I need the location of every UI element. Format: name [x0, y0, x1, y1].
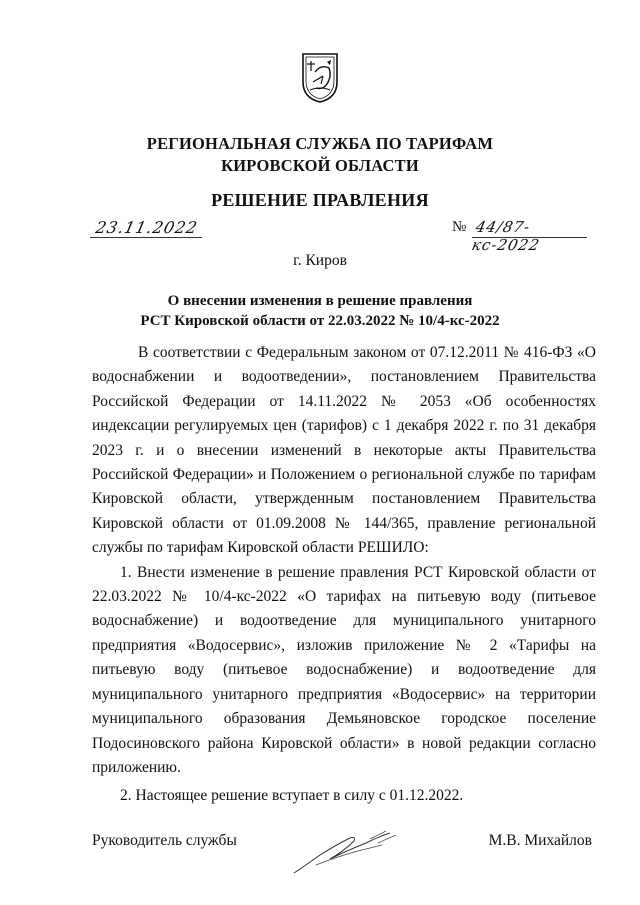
date-underline	[90, 237, 202, 238]
number-sign: №	[452, 219, 467, 235]
decision-date-value: 23.11.2022	[93, 218, 200, 237]
subject-line2: РСТ Кировской области от 22.03.2022 № 10/4-кс-2022	[140, 313, 500, 329]
signatory-name: М.В. Михайлов	[488, 832, 592, 849]
decision-number-value: 44/87-кс-2022	[470, 218, 542, 254]
document-title: РЕШЕНИЕ ПРАВЛЕНИЯ	[211, 190, 429, 210]
number-underline	[472, 237, 587, 238]
decision-item-1: 1. Внести изменение в решение правления РСТ Кировской области от 22.03.2022 № 10/4-кс-2022 «О тарифах на питьевую воду (питьевое водоснабжение) и водоотведение для муниципального унитарного предприятия «Водосервис», изложив приложение № 2 «Тарифы на питьевую воду (питьевое водоснабжение) и водоотведение для муниципального унитарного предприятия «Водосервис» на территории муниципального образования Демьяновское городское поселение Подосиновского района Кировской области» в новой редакции согласно приложению.	[92, 563, 596, 776]
decision-item-2: 2. Настоящее решение вступает в силу с 01.12.2022.	[120, 787, 464, 805]
handwritten-signature	[286, 825, 406, 880]
decision-body	[92, 341, 596, 809]
subject-line1: О внесении изменения в решение правления	[167, 293, 473, 309]
org-name-line2: КИРОВСКОЙ ОБЛАСТИ	[221, 156, 419, 175]
decision-number	[452, 218, 592, 254]
org-name-line1: РЕГИОНАЛЬНАЯ СЛУЖБА ПО ТАРИФАМ	[146, 134, 494, 153]
decision-date	[90, 218, 205, 240]
signatory-role: Руководитель службы	[92, 832, 237, 849]
preamble-paragraph: В соответствии с Федеральным законом от 07.12.2011 № 416-ФЗ «О водоснабжении и водоотведении», постановлением Правительства Российской Федерации от 14.11.2022 № 2053 «Об особенностях индексации регулируемых цен (тарифов) с 1 декабря 2022 г. по 31 декабря 2023 г. и о внесении изменений в некоторые акты Правительства Российской Федерации» и Положением о региональной службе по тарифам Кировской области, утвержденным постановлением Правительства Кировской области от 01.09.2008 № 144/365, правление региональной службы по тарифам Кировской области РЕШИЛО:	[92, 344, 596, 557]
coat-of-arms-icon	[301, 52, 339, 104]
city: г. Киров	[293, 252, 347, 269]
